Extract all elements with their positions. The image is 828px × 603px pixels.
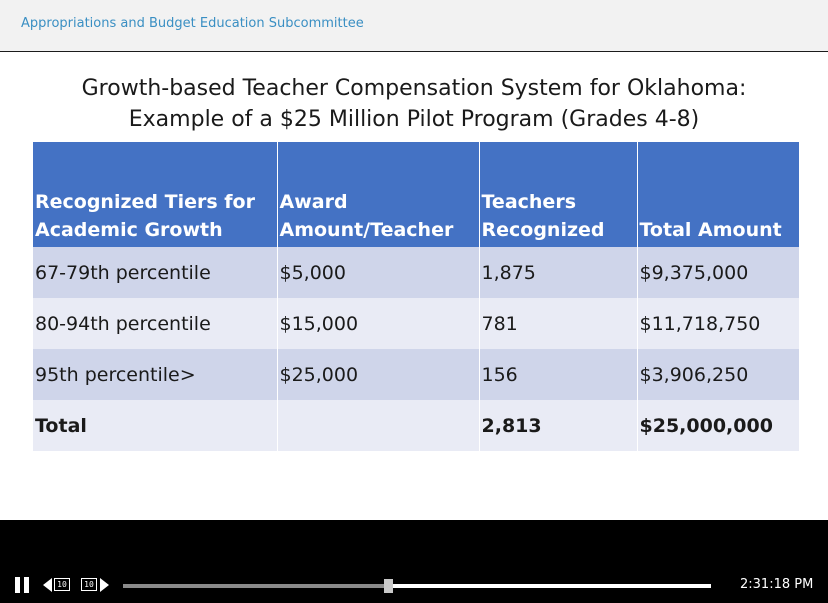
table-cell: $9,375,000: [637, 247, 799, 298]
header-teachers: Teachers Recognized: [479, 142, 637, 247]
header-total-amount: Total Amount: [637, 142, 799, 247]
skip-back-label: 10: [54, 578, 70, 591]
skip-back-button[interactable]: [43, 576, 75, 594]
table-total-row: [33, 400, 799, 451]
total-amount: $25,000,000: [637, 400, 799, 451]
pause-icon-bar: [24, 577, 29, 593]
seek-bar-played: [123, 584, 388, 588]
slide-title-line-1: Growth-based Teacher Compensation System for Oklahoma:: [81, 76, 747, 101]
table-row: [33, 247, 799, 298]
header-bar: [0, 0, 828, 52]
total-award-empty: [277, 400, 479, 451]
committee-title: Appropriations and Budget Education Subcommittee: [21, 16, 364, 31]
table-cell: 1,875: [479, 247, 637, 298]
pilot-program-table: [33, 142, 799, 451]
skip-forward-button[interactable]: [80, 576, 112, 594]
total-label: Total: [33, 400, 277, 451]
seek-handle[interactable]: [384, 579, 393, 593]
table-row: [33, 298, 799, 349]
header-award: Award Amount/Teacher: [277, 142, 479, 247]
table-row: [33, 349, 799, 400]
pause-button[interactable]: [14, 577, 30, 593]
table-cell: $15,000: [277, 298, 479, 349]
skip-forward-label: 10: [81, 578, 97, 591]
header-tiers: Recognized Tiers for Academic Growth: [33, 142, 277, 247]
table-cell: 80-94th percentile: [33, 298, 277, 349]
table-cell: 156: [479, 349, 637, 400]
forward-arrow-icon: [100, 578, 109, 592]
seek-bar[interactable]: [123, 584, 711, 588]
presentation-slide: [0, 53, 828, 520]
table-cell: 781: [479, 298, 637, 349]
table-cell: 95th percentile>: [33, 349, 277, 400]
table-cell: $5,000: [277, 247, 479, 298]
table-cell: $3,906,250: [637, 349, 799, 400]
slide-title-line-2: Example of a $25 Million Pilot Program (Grades 4-8): [128, 107, 700, 132]
table-header-row: [33, 142, 799, 247]
table-cell: $11,718,750: [637, 298, 799, 349]
total-teachers: 2,813: [479, 400, 637, 451]
slide-title: [0, 73, 828, 135]
rewind-arrow-icon: [43, 578, 52, 592]
table-cell: $25,000: [277, 349, 479, 400]
clock-time: 2:31:18 PM: [740, 577, 814, 592]
video-player-controls: [0, 520, 828, 603]
pause-icon: [15, 577, 20, 593]
table-cell: 67-79th percentile: [33, 247, 277, 298]
